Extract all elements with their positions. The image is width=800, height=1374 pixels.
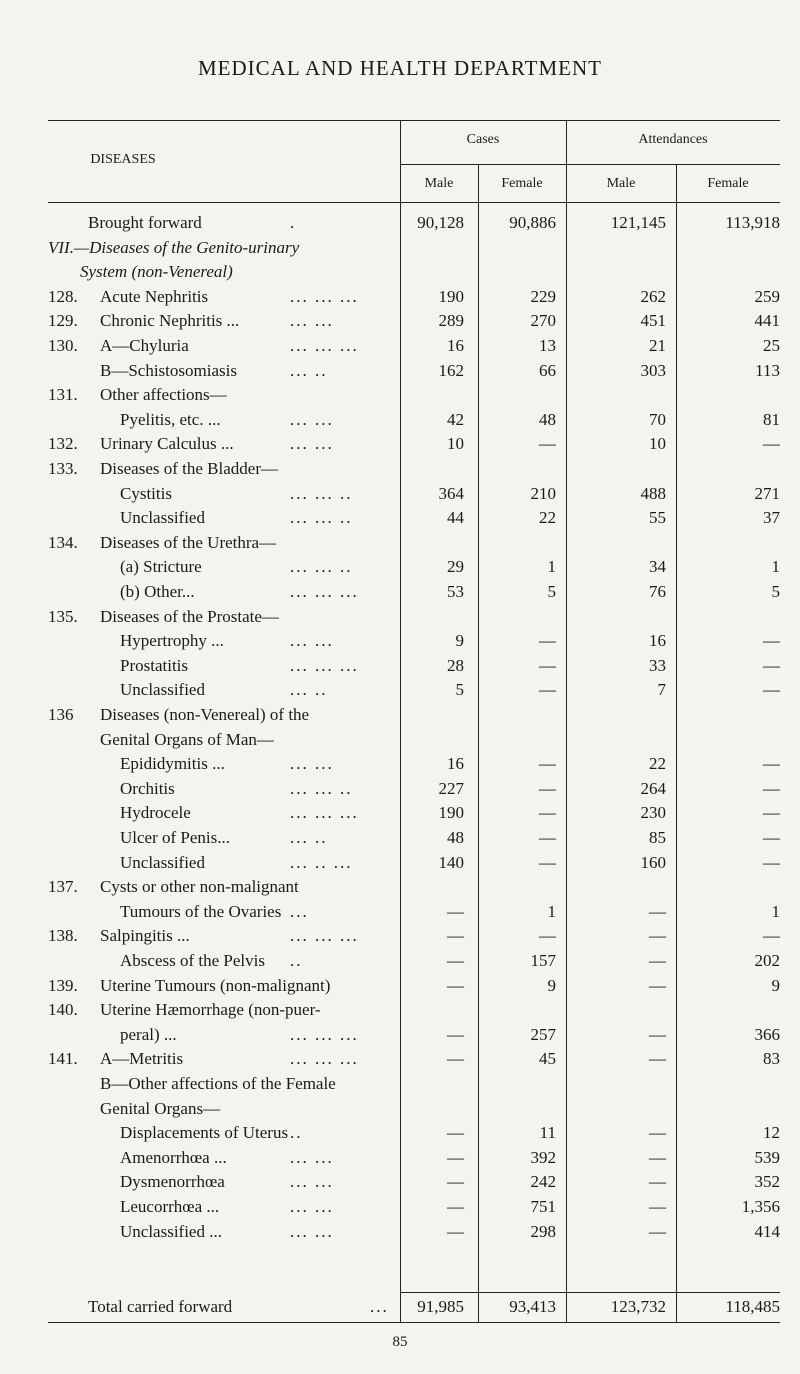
cases-female: — [539,655,556,675]
attendances-male: 488 [640,483,666,503]
attendances-female: — [763,655,780,675]
row-label: (b) Other... [120,582,195,601]
cases-female: 22 [539,508,556,528]
cases-female: — [539,778,556,798]
row-label: Unclassified ... [120,1221,222,1241]
attendances-male: — [649,951,666,970]
cases-female: — [539,754,556,774]
row-dots: ... ... ... [290,336,359,355]
attendances-male: 85 [649,828,666,847]
header-diseases: DISEASES [90,152,156,167]
header-att-female: Female [707,176,749,191]
cases-male: 227 [438,778,464,798]
cases-male: — [447,975,464,995]
row-label: peral) ... [120,1024,177,1044]
cases-female: 48 [539,409,556,429]
cases-male: 289 [438,311,464,331]
row-label: Cysts or other non-malignant [100,877,299,897]
attendances-female: 81 [763,409,780,429]
row-number: 138. [48,926,78,946]
attendances-female: 37 [763,508,780,528]
attendances-male: 303 [640,360,666,380]
row-dots: ... ... [290,631,334,651]
attendances-male: — [649,1172,666,1192]
attendances-female: 352 [754,1172,780,1192]
row-number: 131. [48,385,78,405]
row-dots: ... ... ... [290,582,359,601]
attendances-male: 10 [649,434,666,454]
total-label: Total carried forward [88,1297,233,1316]
row-label: Unclassified [120,680,205,700]
cases-male: — [447,1172,464,1192]
attendances-male: — [649,901,666,921]
attendances-male: 22 [649,754,666,774]
cases-female: 298 [530,1221,556,1241]
attendances-male: 21 [649,336,666,355]
total-cases-male: 91,985 [417,1297,464,1316]
cases-female: 229 [530,286,556,306]
attendances-female: 202 [754,951,780,970]
row-dots: ... ... ... [290,926,359,946]
cases-male: 44 [447,508,464,528]
row-dots: .. [290,951,303,970]
row-label: A—Chyluria [100,336,189,355]
row-label: Uterine Tumours (non-malignant) [100,975,331,995]
cases-female: 45 [539,1049,556,1069]
row-label: Other affections— [100,385,227,405]
attendances-female: 1 [771,901,780,921]
row-dots: ... ... .. [290,778,353,798]
row-dots: ... .. ... [290,852,353,872]
cases-male: 364 [438,483,464,503]
cases-female: 66 [539,360,556,380]
row-label: Diseases (non-Venereal) of the [100,705,310,724]
row-label: Diseases of the Urethra— [100,532,277,552]
header-cases-male: Male [424,176,454,191]
row-dots: ... ... [290,1197,334,1216]
row-number: 129. [48,311,78,331]
row-number: 137. [48,877,78,897]
attendances-female: — [763,828,780,847]
attendances-female: — [763,852,780,872]
row-label: Genital Organs— [100,1098,221,1118]
row-label: Chronic Nephritis ... [100,311,240,331]
row-label: Ulcer of Penis... [120,828,231,847]
page-title: MEDICAL AND HEALTH DEPARTMENT [198,56,602,80]
cases-female: 5 [547,582,556,601]
cases-female: 13 [539,336,556,355]
cases-female: 242 [530,1172,556,1192]
attendances-male: 451 [640,311,666,331]
cases-male: — [447,926,464,946]
header-bottom-rule [48,202,780,203]
header-att-male: Male [606,176,636,191]
attendances-female: — [763,754,780,774]
attendances-female: 9 [771,975,780,995]
attendances-female: 271 [754,483,780,503]
row-dots: ... ... ... [290,803,359,823]
row-dots: . [290,213,297,232]
header-cases: Cases [466,132,500,147]
row-label: B—Other affections of the Female [100,1074,336,1093]
cases-female: — [539,926,556,946]
row-label: Diseases of the Bladder— [100,459,278,478]
cases-female: — [539,434,556,454]
total-cases-female: 93,413 [509,1297,556,1316]
cases-female: 1 [547,557,556,577]
cases-male: 90,128 [417,213,464,232]
row-dots: ... ... [290,1147,334,1167]
row-label: Epididymitis ... [120,754,225,774]
attendances-female: 259 [754,286,780,306]
attendances-male: 264 [640,778,666,798]
row-number: 133. [48,459,78,478]
attendances-male: 160 [640,852,666,872]
row-dots: ... ... .. [290,483,353,503]
total-att-female: 118,485 [725,1297,780,1316]
row-dots: ... ... .. [290,508,353,528]
attendances-male: 230 [640,803,666,823]
attendances-male: 34 [649,557,666,577]
row-dots: ... [290,901,309,921]
row-label: Displacements of Uterus [120,1123,289,1143]
attendances-female: — [763,803,780,823]
header-cases-female: Female [501,176,543,191]
page-number: 85 [392,1334,408,1350]
attendances-female: — [763,631,780,651]
cases-female: 270 [530,311,556,331]
row-label: Acute Nephritis [100,286,209,306]
attendances-male: 121,145 [610,213,666,232]
cases-female: — [539,680,556,700]
total-att-male: 123,732 [610,1297,666,1316]
row-dots: ... ... [290,1172,334,1192]
row-label: B—Schistosomiasis [100,360,237,380]
row-dots: .. [290,1123,303,1143]
attendances-female: 113 [755,360,780,380]
attendances-female: — [763,680,780,700]
attendances-male: — [649,975,666,995]
cases-male: 53 [447,582,464,601]
row-number: 136 [48,705,74,724]
total-row [0,1297,800,1325]
cases-female: — [539,631,556,651]
row-number: 128. [48,286,78,306]
cases-male: — [447,1197,464,1216]
row-label: Tumours of the Ovaries [120,901,282,921]
cases-female: 210 [530,483,556,503]
attendances-male: 7 [657,680,666,700]
cases-male: 29 [447,557,464,577]
row-number: 132. [48,434,78,454]
cases-male: 10 [447,434,464,454]
attendances-female: 1 [771,557,780,577]
row-label: Pyelitis, etc. ... [120,409,221,429]
row-label: Dysmenorrhœa [120,1172,225,1192]
cases-male: 5 [455,680,464,700]
attendances-female: 539 [754,1147,780,1167]
cases-male: — [447,1024,464,1044]
row-number: 135. [48,606,78,626]
attendances-female: 12 [763,1123,780,1143]
row-dots: ... ... [290,311,334,331]
row-dots: ... ... [290,434,334,454]
cases-male: — [447,951,464,970]
row-label: VII.—Diseases of the Genito-urinary [48,237,300,257]
cases-male: 162 [438,360,464,380]
cases-female: 1 [547,901,556,921]
cases-male: 28 [447,655,464,675]
attendances-male: 262 [640,286,666,306]
row-label: Salpingitis ... [100,926,190,946]
row-number: 140. [48,1000,78,1020]
row-label: Urinary Calculus ... [100,434,234,454]
row-dots: ... ... [290,409,334,429]
row-number: 141. [48,1049,78,1069]
row-label: Prostatitis [120,655,189,675]
row-label: Amenorrhœa ... [120,1147,227,1167]
row-dots: ... ... [290,1221,334,1241]
row-label: Hydrocele [120,803,191,823]
row-label: (a) Stricture [120,557,202,577]
row-number: 130. [48,336,78,355]
row-number: 139. [48,975,78,995]
row-label: Genital Organs of Man— [100,729,274,749]
attendances-male: — [649,1197,666,1216]
attendances-male: — [649,926,666,946]
attendances-female: 1,356 [741,1197,780,1216]
attendances-female: 113,918 [725,213,780,232]
row-label: Uterine Hæmorrhage (non-puer- [100,1000,321,1020]
cases-female: 751 [530,1197,556,1216]
row-label: Cystitis [120,483,172,503]
row-label: System (non-Venereal) [80,262,233,282]
row-label: Abscess of the Pelvis [120,951,265,970]
cases-male: 9 [455,631,464,651]
row-label: Orchitis [120,778,175,798]
cases-female: — [539,852,556,872]
row-label: Leucorrhœa ... [120,1197,220,1216]
header-attendances: Attendances [638,132,708,147]
cases-female: 257 [530,1024,556,1044]
cases-female: — [539,828,556,847]
cases-female: 392 [530,1147,556,1167]
attendances-male: — [649,1049,666,1069]
attendances-male: — [649,1221,666,1241]
cases-male: — [447,1221,464,1241]
row-dots: ... ... [290,754,334,774]
row-dots: ... .. [290,828,328,847]
row-label: Unclassified [120,508,205,528]
table-top-rule [48,120,780,121]
cases-male: 16 [447,754,464,774]
cases-female: 157 [530,951,556,970]
row-label: Unclassified [120,852,205,872]
attendances-male: 70 [649,409,666,429]
row-label: Brought forward [88,213,202,232]
cases-male: 190 [438,286,464,306]
attendances-male: 76 [649,582,666,601]
row-dots: ... ... ... [290,1049,359,1069]
row-label: Diseases of the Prostate— [100,606,279,626]
row-dots: ... .. [290,680,328,700]
cases-male: 42 [447,409,464,429]
attendances-female: — [763,778,780,798]
cases-female: 9 [547,975,556,995]
row-number: 134. [48,532,78,552]
cases-male: — [447,1123,464,1143]
total-rule [400,1292,780,1293]
attendances-male: — [649,1147,666,1167]
cases-male: 140 [438,852,464,872]
attendances-male: 33 [649,655,666,675]
row-label: Hypertrophy ... [120,631,224,651]
row-dots: ... ... .. [290,557,353,577]
attendances-female: 414 [754,1221,780,1241]
row-dots: ... ... ... [290,655,359,675]
row-dots: ... ... ... [290,286,359,306]
cases-male: — [447,901,464,921]
cases-male: 48 [447,828,464,847]
attendances-male: 16 [649,631,666,651]
row-label: A—Metritis [100,1049,184,1069]
cases-male: — [447,1049,464,1069]
attendances-female: 441 [754,311,780,331]
row-dots: ... .. [290,360,328,380]
attendances-female: — [763,434,780,454]
attendances-female: — [763,926,780,946]
cases-female: — [539,803,556,823]
attendances-female: 366 [754,1024,780,1044]
header-sub-rule [400,164,780,165]
total-dots: ... [370,1297,389,1316]
attendances-male: 55 [649,508,666,528]
cases-male: 190 [438,803,464,823]
row-dots: ... ... ... [290,1024,359,1044]
attendances-female: 5 [771,582,780,601]
attendances-female: 83 [763,1049,780,1069]
attendances-male: — [649,1024,666,1044]
cases-female: 11 [539,1123,556,1143]
attendances-male: — [649,1123,666,1143]
cases-male: 16 [447,336,464,355]
cases-female: 90,886 [509,213,556,232]
table-row [0,1222,800,1250]
attendances-female: 25 [763,336,780,355]
cases-male: — [447,1147,464,1167]
